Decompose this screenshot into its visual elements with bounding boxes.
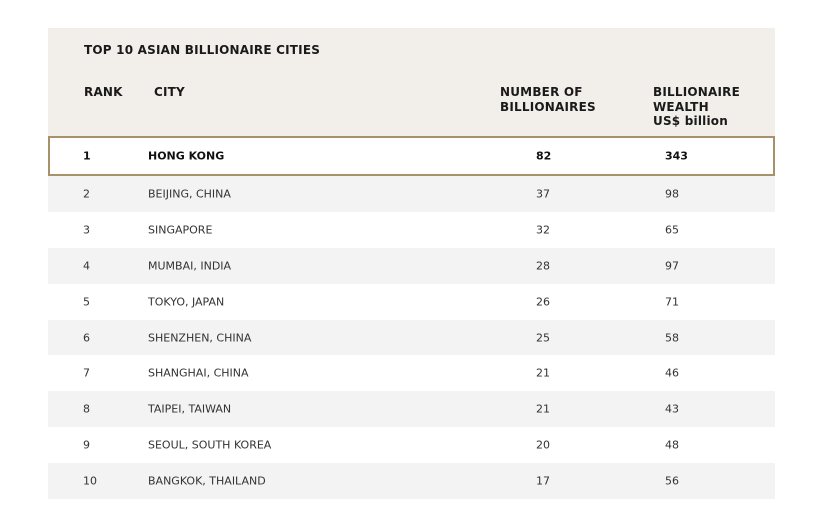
- cell-billionaires: 32: [536, 223, 550, 237]
- cell-wealth: 97: [665, 259, 679, 273]
- cell-wealth: 98: [665, 187, 679, 201]
- cell-city: MUMBAI, INDIA: [148, 259, 232, 273]
- column-header-wealth-unit: US$ billion: [653, 114, 728, 128]
- cell-city: TAIPEI, TAIWAN: [148, 402, 232, 416]
- table-row: [48, 284, 775, 320]
- cell-billionaires: 20: [536, 438, 550, 452]
- cell-wealth: 48: [665, 438, 679, 452]
- cell-rank: 5: [83, 295, 90, 309]
- cell-rank: 8: [83, 402, 90, 416]
- cell-wealth: 343: [665, 149, 688, 163]
- cell-billionaires: 25: [536, 331, 550, 344]
- table-body: [48, 136, 775, 499]
- table-row: [48, 136, 775, 176]
- cell-city: SEOUL, SOUTH KOREA: [148, 438, 272, 452]
- cell-billionaires: 28: [536, 259, 550, 273]
- cell-city: SHANGHAI, CHINA: [148, 366, 249, 380]
- table-row: [48, 427, 775, 463]
- table-header: [48, 28, 775, 136]
- cell-wealth: 46: [665, 366, 679, 380]
- cell-rank: 9: [83, 438, 90, 452]
- table-row: [48, 391, 775, 427]
- cell-wealth: 65: [665, 223, 679, 237]
- column-header-billionaire-wealth: [653, 85, 763, 129]
- table-row: [48, 355, 775, 391]
- table-row: [48, 463, 775, 499]
- cell-rank: 10: [83, 474, 97, 488]
- cell-city: SINGAPORE: [148, 223, 213, 237]
- table-title: TOP 10 ASIAN BILLIONAIRE CITIES: [84, 43, 321, 57]
- cell-city: HONG KONG: [148, 149, 225, 163]
- cell-city: BANGKOK, THAILAND: [148, 474, 266, 488]
- table-row: [48, 248, 775, 284]
- cell-rank: 6: [83, 331, 90, 344]
- cell-city: SHENZHEN, CHINA: [148, 331, 252, 344]
- column-header-rank: RANK: [84, 85, 123, 99]
- cell-rank: 7: [83, 366, 90, 380]
- cell-billionaires: 82: [536, 149, 552, 163]
- cell-billionaires: 21: [536, 402, 550, 416]
- column-header-wealth-label: BILLIONAIRE WEALTH: [653, 85, 741, 114]
- table-row: [48, 212, 775, 248]
- cell-billionaires: 26: [536, 295, 550, 309]
- cell-city: BEIJING, CHINA: [148, 187, 231, 201]
- cell-rank: 3: [83, 223, 90, 237]
- cell-wealth: 58: [665, 331, 679, 344]
- cell-rank: 1: [83, 149, 91, 163]
- cell-billionaires: 21: [536, 366, 550, 380]
- cell-billionaires: 37: [536, 187, 550, 201]
- billionaire-cities-table: [48, 28, 775, 499]
- cell-rank: 2: [83, 187, 90, 201]
- column-header-number-of-billionaires: NUMBER OF BILLIONAIRES: [500, 85, 596, 114]
- cell-wealth: 43: [665, 402, 679, 416]
- cell-wealth: 56: [665, 474, 679, 488]
- table-row: [48, 320, 775, 356]
- cell-wealth: 71: [665, 295, 679, 309]
- table-row: [48, 176, 775, 212]
- cell-city: TOKYO, JAPAN: [148, 295, 225, 309]
- cell-billionaires: 17: [536, 474, 550, 488]
- cell-rank: 4: [83, 259, 90, 273]
- column-header-city: CITY: [154, 85, 185, 99]
